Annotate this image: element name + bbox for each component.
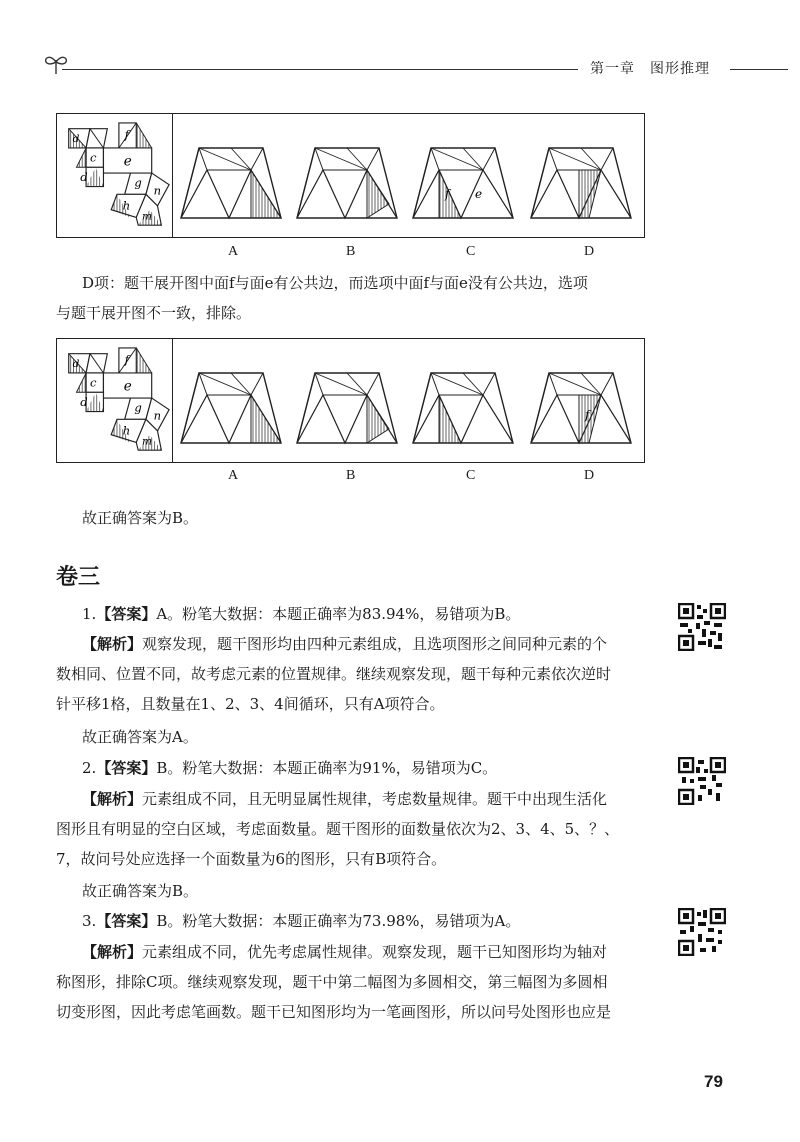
q1-analysis-1: 观察发现，题干图形均由四种元素组成，且选项图形之间同种元素的个 [142, 635, 608, 653]
q2-analysis-tag: 【解析】 [82, 790, 143, 808]
option-label-a-2: A [228, 468, 239, 483]
net2-label-e: e [123, 378, 132, 395]
q1-final-answer: 故正确答案为A。 [82, 728, 198, 746]
figure-box-1 [56, 113, 645, 238]
option-solid-d-1 [527, 134, 635, 222]
net2-label-h: h [122, 423, 131, 438]
q2-answer-tag: 【答案】 [96, 759, 157, 777]
option-label-c-2: C [466, 468, 476, 483]
answer-b-text: 故正确答案为B。 [82, 509, 199, 527]
option-solid-c-2 [409, 359, 517, 447]
net2-label-n: n [153, 408, 162, 423]
qr-code-icon[interactable] [678, 603, 726, 651]
header-rule-right [730, 69, 788, 70]
net-label-d-top: d [72, 132, 80, 146]
qr-code-icon[interactable] [678, 757, 726, 805]
q1-analysis-line-2: 数相同、位置不同，故考虑元素的位置规律。继续观察发现，题干每种元素依次逆时 [56, 665, 612, 683]
q3-analysis-tag: 【解析】 [82, 943, 143, 961]
option-label-a-1: A [228, 244, 239, 259]
q2-analysis-1: 元素组成不同，且无明显属性规律，考虑数量规律。题干中出现生活化 [142, 790, 608, 808]
face-label-e-c1: e [475, 187, 483, 201]
header-rule-left [62, 69, 578, 70]
q1-analysis-line-1 [82, 629, 607, 659]
q3-answer-rest: B。粉笔大数据：本题正确率为73.98%，易错项为A。 [156, 912, 521, 930]
option-label-d-1: D [584, 244, 595, 259]
q2-answer-line [82, 753, 497, 783]
d-item-line-1: D项：题干展开图中面f与面e有公共边，而选项中面f与面e没有公共边，选项 [82, 274, 588, 292]
d-item-line-2: 与题干展开图不一致，排除。 [56, 304, 252, 322]
sprout-logo-icon [42, 52, 70, 76]
q3-analysis-line-2: 称图形，排除C项。继续观察发现，题干中第二幅图为多圆相交，第三幅图为多圆相 [56, 973, 608, 991]
net-label-e: e [123, 153, 132, 170]
net-label-c: c [89, 150, 97, 165]
q3-analysis-1: 元素组成不同，优先考虑属性规律。观察发现，题干已知图形均为轴对 [142, 943, 608, 961]
option-solid-a-1 [177, 134, 285, 222]
q1-analysis-line-3: 针平移1格，且数量在1、2、3、4间循环，只有A项符合。 [56, 695, 445, 713]
net2-label-d-top: d [72, 357, 80, 371]
page-number: 79 [704, 1072, 723, 1091]
q2-final-answer: 故正确答案为B。 [82, 882, 199, 900]
face-label-f-c1: f [445, 187, 450, 201]
face-label-f-d2: f [585, 408, 590, 422]
net-label-n: n [153, 183, 162, 198]
q3-answer-tag: 【答案】 [96, 912, 157, 930]
net-label-m: m [142, 209, 153, 223]
unfolded-net-1 [61, 116, 171, 234]
figure-divider [172, 114, 173, 237]
net2-label-c: c [89, 375, 97, 390]
option-label-d-2: D [584, 468, 595, 483]
net2-label-d: d [80, 394, 88, 409]
q1-number: 1. [82, 605, 97, 623]
q1-analysis-tag: 【解析】 [82, 635, 143, 653]
q1-answer-tag: 【答案】 [96, 605, 157, 623]
option-solid-b-1 [293, 134, 401, 222]
option-label-b-1: B [346, 244, 356, 259]
q2-analysis-line-1 [82, 784, 607, 814]
q2-analysis-line-3: 7，故问号处应选择一个面数量为6的图形，只有B项符合。 [56, 850, 447, 868]
option-label-b-2: B [346, 468, 356, 483]
net-label-h: h [122, 198, 131, 213]
figure-box-2 [56, 338, 645, 463]
option-label-c-1: C [466, 244, 476, 259]
net2-label-g: g [134, 400, 142, 415]
q1-answer-rest: A。粉笔大数据：本题正确率为83.94%，易错项为B。 [156, 605, 521, 623]
option-solid-a-2 [177, 359, 285, 447]
net-label-d: d [80, 169, 88, 184]
q2-number: 2. [82, 759, 97, 777]
section-title: 卷三 [56, 565, 101, 590]
qr-code-icon[interactable] [678, 908, 726, 956]
q2-answer-rest: B。粉笔大数据：本题正确率为91%，易错项为C。 [156, 759, 498, 777]
chapter-title: 第一章 图形推理 [590, 61, 710, 77]
q3-analysis-line-3: 切变形图，因此考虑笔画数。题干已知图形均为一笔画图形，所以问号处图形也应是 [56, 1003, 612, 1021]
q2-analysis-line-2: 图形且有明显的空白区域，考虑面数量。题干图形的面数量依次为2、3、4、5、？、 [56, 820, 620, 838]
figure-divider-2 [172, 339, 173, 462]
unfolded-net-2 [61, 341, 171, 459]
net2-label-f: f [124, 352, 129, 367]
option-solid-d-2 [527, 359, 635, 447]
q3-answer-line [82, 906, 520, 936]
q3-analysis-line-1 [82, 937, 607, 967]
option-solid-b-2 [293, 359, 401, 447]
q3-number: 3. [82, 912, 97, 930]
net-label-f: f [124, 127, 129, 142]
q1-answer-line [82, 599, 520, 629]
option-solid-c-1 [409, 134, 517, 222]
net-label-g: g [134, 175, 142, 190]
net2-label-m: m [142, 434, 153, 448]
